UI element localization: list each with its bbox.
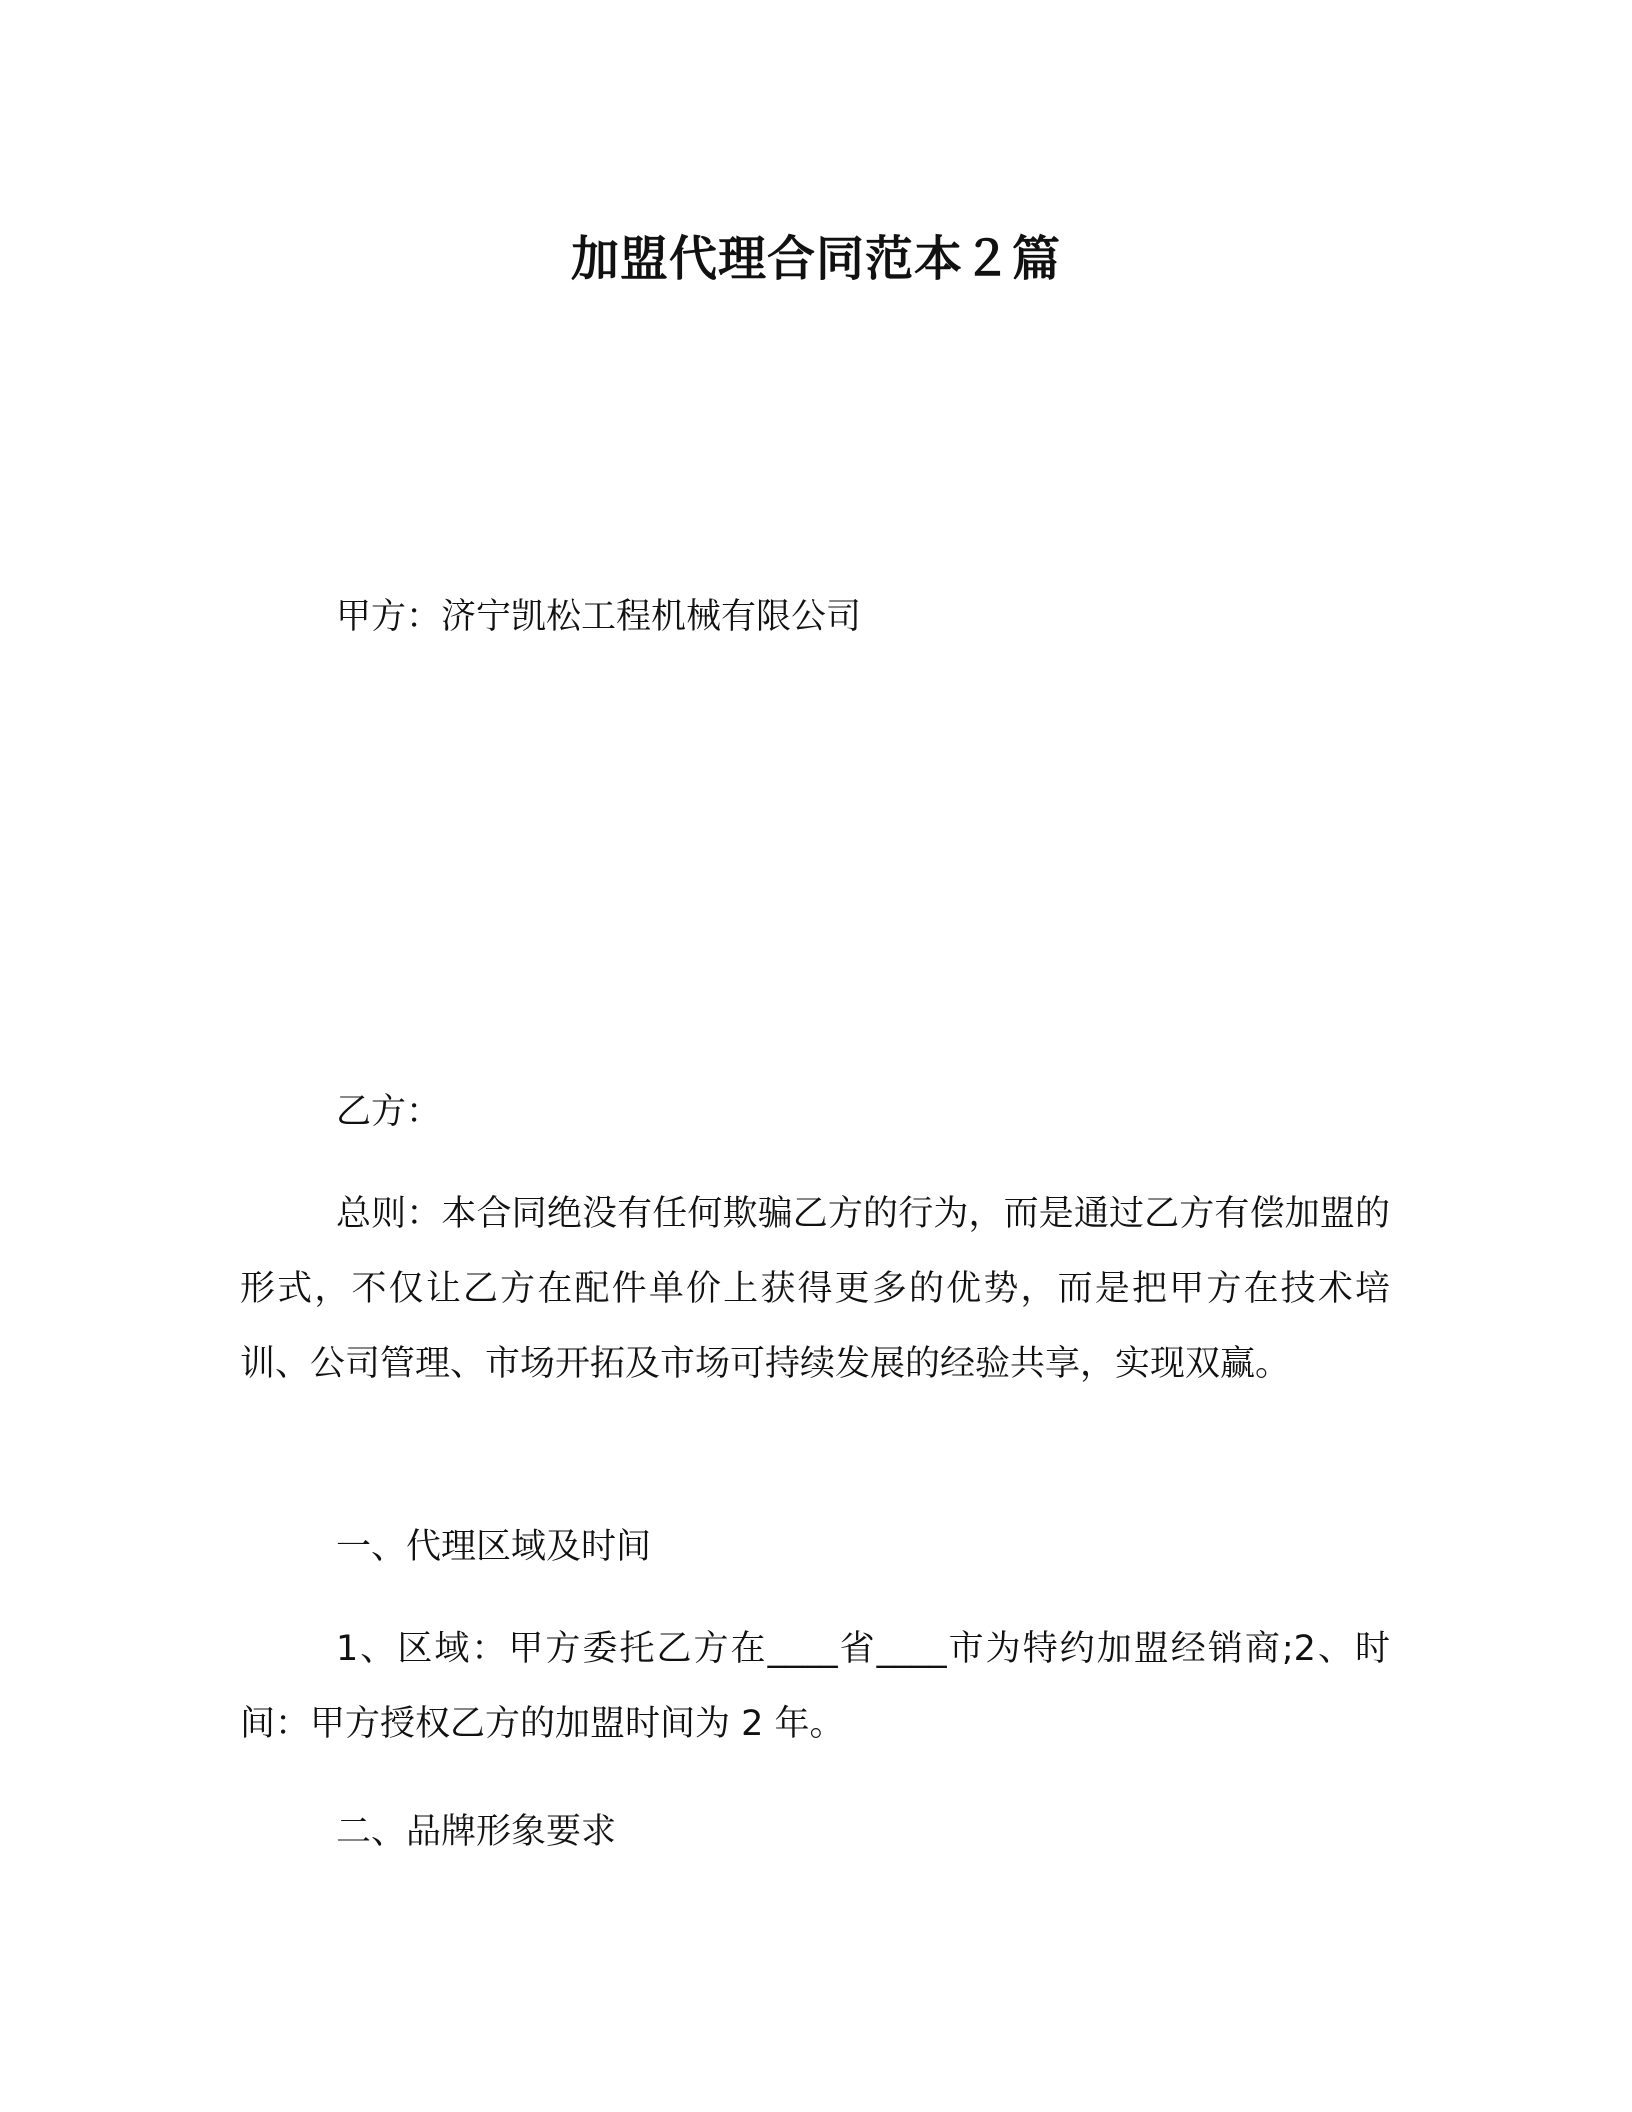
party-a-line: 甲方：济宁凯松工程机械有限公司 [336, 597, 862, 637]
document-title: 加盟代理合同范本２篇 [570, 231, 1061, 287]
party-b-line: 乙方： [336, 1092, 442, 1132]
section-2-heading: 二、品牌形象要求 [336, 1812, 617, 1852]
section-1-body: 1、区域：甲方委托乙方在____省____市为特约加盟经销商;2、时间：甲方授权乙方的加盟时间为 2 年。 [240, 1629, 1390, 1744]
general-clause-paragraph: 总则：本合同绝没有任何欺骗乙方的行为，而是通过乙方有偿加盟的形式，不仅让乙方在配件单价上获得更多的优势，而是把甲方在技术培训、公司管理、市场开拓及市场可持续发展的经验共享，实现双赢。 [240, 1194, 1390, 1384]
section-1-heading: 一、代理区域及时间 [336, 1527, 652, 1567]
